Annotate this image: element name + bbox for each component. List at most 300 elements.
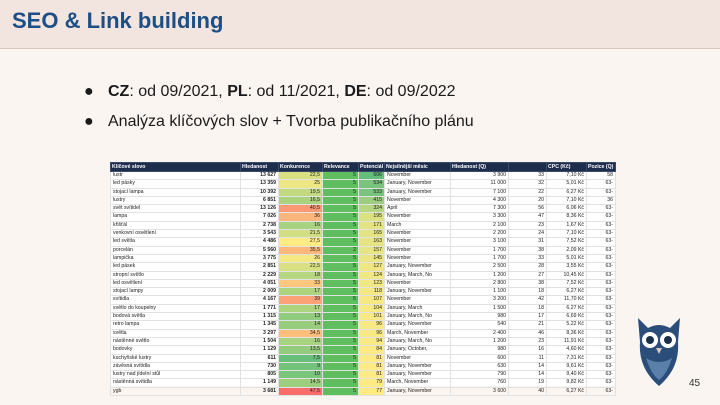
table-cell[interactable]: 6,06 Kč (547, 205, 587, 213)
table-cell[interactable]: 157 (359, 246, 385, 254)
table-cell[interactable]: 5 (323, 271, 359, 279)
table-row (111, 221, 616, 229)
table-row (111, 329, 616, 337)
table-cell[interactable]: 7 100 (451, 188, 509, 196)
table-cell[interactable]: 5 (323, 221, 359, 229)
table-cell[interactable]: 79 (359, 379, 385, 387)
table-cell[interactable]: 7 026 (241, 213, 279, 221)
table-cell[interactable]: křišťál (111, 221, 241, 229)
table-cell[interactable]: November (385, 296, 451, 304)
table-row (111, 288, 616, 296)
table-cell[interactable]: světla (111, 329, 241, 337)
table-cell[interactable]: 23 (509, 337, 547, 345)
table-cell[interactable]: lampa (111, 213, 241, 221)
table-cell[interactable]: 16 (509, 346, 547, 354)
table-cell[interactable]: 36 (279, 213, 323, 221)
table-cell[interactable]: 4 051 (241, 279, 279, 287)
table-cell[interactable]: January, November (385, 180, 451, 188)
table-cell[interactable]: 19,5 (279, 188, 323, 196)
table-cell[interactable]: 38 (509, 279, 547, 287)
table-cell[interactable]: 1 500 (451, 304, 509, 312)
table-cell[interactable]: lustr (111, 172, 241, 180)
table-cell[interactable]: 63- (587, 221, 616, 229)
table-cell[interactable]: 81 (359, 354, 385, 362)
table-cell[interactable]: 1 504 (241, 337, 279, 345)
table-cell[interactable]: 14 (509, 362, 547, 370)
table-cell[interactable]: 324 (359, 205, 385, 213)
table-cell[interactable]: 24 (509, 230, 547, 238)
table-cell[interactable]: March, November (385, 329, 451, 337)
table-cell[interactable]: 5 (323, 362, 359, 370)
table-cell[interactable]: 165 (359, 230, 385, 238)
table-cell[interactable]: stojací lampy (111, 288, 241, 296)
table-cell[interactable]: 107 (359, 296, 385, 304)
table-cell[interactable]: 96 (359, 321, 385, 329)
keyword-spreadsheet (110, 162, 615, 394)
table-cell[interactable]: 5 (323, 230, 359, 238)
table-cell[interactable]: November (385, 254, 451, 262)
table-cell[interactable]: 4 486 (241, 238, 279, 246)
table-cell[interactable]: 7,52 Kč (547, 238, 587, 246)
table-cell[interactable]: 63- (587, 263, 616, 271)
table-cell[interactable]: 9,40 Kč (547, 371, 587, 379)
table-cell[interactable]: 3 775 (241, 254, 279, 262)
keyword-table (110, 162, 616, 396)
bullet-text: PL (227, 83, 248, 100)
column-header[interactable] (509, 163, 547, 172)
table-cell[interactable]: 6,27 Kč (547, 288, 587, 296)
table-cell[interactable]: 7,10 Kč (547, 230, 587, 238)
table-cell[interactable]: stojací lampa (111, 188, 241, 196)
table-cell[interactable]: 11 000 (451, 180, 509, 188)
table-cell[interactable]: 534 (359, 180, 385, 188)
table-cell[interactable]: 13 126 (241, 205, 279, 213)
table-cell[interactable]: November (385, 238, 451, 246)
table-cell[interactable]: 2 500 (451, 263, 509, 271)
table-cell[interactable]: 17 (279, 304, 323, 312)
table-cell[interactable]: 3 543 (241, 230, 279, 238)
column-header[interactable]: Hledanost (241, 163, 279, 172)
table-cell[interactable]: 19 (509, 379, 547, 387)
table-cell[interactable]: 5 (323, 337, 359, 345)
table-cell[interactable]: lampička (111, 254, 241, 262)
table-cell[interactable]: 5 (323, 205, 359, 213)
table-cell[interactable]: 5 (323, 172, 359, 180)
table-cell[interactable]: 540 (451, 321, 509, 329)
table-cell[interactable]: 606 (359, 172, 385, 180)
table-cell[interactable]: led osvětlení (111, 279, 241, 287)
table-cell[interactable]: 7,10 Kč (547, 172, 587, 180)
table-cell[interactable]: 3 600 (451, 387, 509, 395)
column-header[interactable]: CPC (Kč) (547, 163, 587, 172)
table-cell[interactable]: January, November (385, 362, 451, 370)
table-cell[interactable]: 5 (323, 180, 359, 188)
table-row (111, 213, 616, 221)
table-cell[interactable]: 18 (509, 288, 547, 296)
table-cell[interactable]: 39 (279, 296, 323, 304)
bullet-text: Analýza klíčových slov + Tvorba publikačního plánu (108, 113, 474, 130)
table-cell[interactable]: stropní světlo (111, 271, 241, 279)
table-cell[interactable]: 10 392 (241, 188, 279, 196)
table-cell[interactable]: 1 129 (241, 346, 279, 354)
table-cell[interactable]: 32 (509, 180, 547, 188)
table-cell[interactable]: 1 200 (451, 271, 509, 279)
table-cell[interactable]: 63- (587, 371, 616, 379)
table-cell[interactable]: 5 (323, 196, 359, 204)
table-cell[interactable]: 3 297 (241, 329, 279, 337)
table-cell[interactable]: svět svítidel (111, 205, 241, 213)
table-cell[interactable]: 58 (587, 172, 616, 180)
table-cell[interactable]: January, November (385, 288, 451, 296)
table-cell[interactable]: 16 (279, 221, 323, 229)
page-number: 45 (689, 378, 701, 389)
table-cell[interactable]: 11,91 Kč (547, 337, 587, 345)
table-cell[interactable]: 5 (323, 188, 359, 196)
table-cell[interactable]: 27,5 (279, 238, 323, 246)
table-cell[interactable]: November (385, 230, 451, 238)
table-cell[interactable]: November (385, 279, 451, 287)
table-cell[interactable]: 2 400 (451, 329, 509, 337)
table-cell[interactable]: 195 (359, 213, 385, 221)
table-cell[interactable]: 63- (587, 246, 616, 254)
table-cell[interactable]: 40,5 (279, 205, 323, 213)
table-cell[interactable]: 760 (451, 379, 509, 387)
table-cell[interactable]: 25 (279, 180, 323, 188)
table-cell[interactable]: 124 (359, 271, 385, 279)
table-cell[interactable]: November (385, 246, 451, 254)
table-cell[interactable]: 5 (323, 321, 359, 329)
table-cell[interactable]: January, November (385, 188, 451, 196)
table-cell[interactable]: nástěnné světlo (111, 337, 241, 345)
table-cell[interactable]: 17 (279, 288, 323, 296)
table-cell[interactable]: 33 (279, 279, 323, 287)
table-cell[interactable]: 6,27 Kč (547, 188, 587, 196)
table-cell[interactable]: nástěnná svítidla (111, 379, 241, 387)
table-cell[interactable]: retro lampa (111, 321, 241, 329)
table-cell[interactable]: January, March, No (385, 313, 451, 321)
table-cell[interactable]: 611 (241, 354, 279, 362)
table-cell[interactable]: 26 (279, 254, 323, 262)
table-cell[interactable]: 2 009 (241, 288, 279, 296)
table-cell[interactable]: 14 (509, 371, 547, 379)
table-cell[interactable]: 2 800 (451, 279, 509, 287)
table-cell[interactable]: 33 (509, 172, 547, 180)
table-cell[interactable]: January, November (385, 321, 451, 329)
table-cell[interactable]: 5 (323, 346, 359, 354)
table-cell[interactable]: 47 (509, 213, 547, 221)
table-cell[interactable]: 5 (323, 254, 359, 262)
table-cell[interactable]: 5 (323, 304, 359, 312)
table-cell[interactable]: 21,5 (279, 230, 323, 238)
table-cell[interactable]: 63- (587, 213, 616, 221)
table-cell[interactable]: 1 100 (451, 288, 509, 296)
slide-title: SEO & Link building (12, 8, 224, 33)
table-cell[interactable]: 14,5 (279, 379, 323, 387)
table-cell[interactable]: 34,5 (279, 329, 323, 337)
table-cell[interactable]: 81 (359, 371, 385, 379)
table-cell[interactable]: 1,67 Kč (547, 221, 587, 229)
table-cell[interactable]: 63- (587, 238, 616, 246)
table-cell[interactable]: 63- (587, 180, 616, 188)
table-cell[interactable]: 118 (359, 288, 385, 296)
table-cell[interactable]: 33 (509, 254, 547, 262)
table-row (111, 371, 616, 379)
table-cell[interactable]: 123 (359, 279, 385, 287)
table-cell[interactable]: 6,27 Kč (547, 304, 587, 312)
table-cell[interactable]: 5 (323, 371, 359, 379)
table-cell[interactable]: 11,70 Kč (547, 296, 587, 304)
table-cell[interactable]: 5 (323, 288, 359, 296)
column-header[interactable]: Pozice (Q) (587, 163, 616, 172)
table-cell[interactable]: 2 200 (451, 230, 509, 238)
table-cell[interactable]: 56 (509, 205, 547, 213)
table-cell[interactable]: 10 (279, 371, 323, 379)
table-cell[interactable]: 63- (587, 296, 616, 304)
table-cell[interactable]: April (385, 205, 451, 213)
table-row (111, 263, 616, 271)
table-cell[interactable]: 5 (323, 379, 359, 387)
table-cell[interactable]: 600 (451, 354, 509, 362)
table-cell[interactable]: 63- (587, 337, 616, 345)
owl-logo-icon (634, 312, 684, 390)
table-cell[interactable]: lustry (111, 196, 241, 204)
table-cell[interactable]: 20 (509, 196, 547, 204)
table-cell[interactable]: 11 (509, 354, 547, 362)
table-cell[interactable]: 4 300 (451, 196, 509, 204)
table-cell[interactable]: 730 (241, 362, 279, 370)
table-cell[interactable]: 7,5 (279, 354, 323, 362)
table-cell[interactable]: led pásky (111, 180, 241, 188)
table-cell[interactable]: 3 100 (451, 238, 509, 246)
table-cell[interactable]: 36 (587, 196, 616, 204)
table-cell[interactable]: 18 (279, 271, 323, 279)
table-cell[interactable]: 96 (359, 329, 385, 337)
table-row (111, 387, 616, 395)
table-cell[interactable]: 63- (587, 304, 616, 312)
table-cell[interactable]: January, November (385, 263, 451, 271)
table-cell[interactable]: 16,5 (279, 196, 323, 204)
table-cell[interactable]: 14 (279, 321, 323, 329)
table-cell[interactable]: 17 (509, 313, 547, 321)
table-cell[interactable]: 8,36 Kč (547, 213, 587, 221)
table-cell[interactable]: 805 (241, 371, 279, 379)
table-cell[interactable]: 6,27 Kč (547, 387, 587, 395)
table-cell[interactable]: 8,36 Kč (547, 329, 587, 337)
table-cell[interactable]: 9,61 Kč (547, 362, 587, 370)
table-cell[interactable]: 10,45 Kč (547, 271, 587, 279)
table-cell[interactable]: bodovky (111, 346, 241, 354)
table-cell[interactable]: 63- (587, 379, 616, 387)
column-header[interactable]: Relevance (323, 163, 359, 172)
table-cell[interactable]: 1 149 (241, 379, 279, 387)
table-cell[interactable]: 13 (279, 313, 323, 321)
table-cell[interactable]: 790 (451, 371, 509, 379)
table-cell[interactable]: 163 (359, 238, 385, 246)
table-cell[interactable]: 63- (587, 321, 616, 329)
table-cell[interactable]: 630 (451, 362, 509, 370)
table-cell[interactable]: March (385, 221, 451, 229)
table-cell[interactable]: 1 771 (241, 304, 279, 312)
table-cell[interactable]: 3 900 (451, 172, 509, 180)
table-cell[interactable]: 980 (451, 313, 509, 321)
column-header[interactable]: Konkurence (279, 163, 323, 172)
table-cell[interactable]: 81 (359, 362, 385, 370)
table-cell[interactable]: 5 (323, 296, 359, 304)
table-cell[interactable]: 63- (587, 313, 616, 321)
table-cell[interactable]: 4,60 Kč (547, 346, 587, 354)
table-cell[interactable]: January, March, No (385, 337, 451, 345)
table-cell[interactable]: November (385, 172, 451, 180)
table-cell[interactable]: 5 (323, 354, 359, 362)
table-cell[interactable]: January, March (385, 304, 451, 312)
table-cell[interactable]: 104 (359, 304, 385, 312)
bullet-list (84, 82, 474, 142)
table-cell[interactable]: 21 (509, 321, 547, 329)
table-cell[interactable]: 1 200 (451, 337, 509, 345)
table-cell[interactable]: 2 229 (241, 271, 279, 279)
table-cell[interactable]: 63- (587, 271, 616, 279)
table-cell[interactable]: November (385, 354, 451, 362)
column-header[interactable]: Klíčové slovo (111, 163, 241, 172)
table-cell[interactable]: led světla (111, 238, 241, 246)
table-cell[interactable]: November (385, 196, 451, 204)
table-cell[interactable]: 4 167 (241, 296, 279, 304)
table-cell[interactable]: venkovní osvětlení (111, 230, 241, 238)
table-cell[interactable]: 415 (359, 196, 385, 204)
table-cell[interactable]: 94 (359, 337, 385, 345)
table-cell[interactable]: 22 (509, 188, 547, 196)
table-cell[interactable]: 63- (587, 288, 616, 296)
table-cell[interactable]: 5,01 Kč (547, 254, 587, 262)
table-cell[interactable]: svítidla (111, 296, 241, 304)
table-cell[interactable]: 5 560 (241, 246, 279, 254)
table-cell[interactable]: 63- (587, 387, 616, 395)
table-cell[interactable]: 2 (323, 246, 359, 254)
table-cell[interactable]: 980 (451, 346, 509, 354)
table-cell[interactable]: 7,31 Kč (547, 354, 587, 362)
table-cell[interactable]: 3 681 (241, 387, 279, 395)
table-cell[interactable]: 13 359 (241, 180, 279, 188)
table-cell[interactable]: 5 (323, 238, 359, 246)
table-cell[interactable]: 6,69 Kč (547, 313, 587, 321)
table-cell[interactable]: 5 (323, 313, 359, 321)
table-cell[interactable]: 5 (323, 213, 359, 221)
table-cell[interactable]: 3 300 (451, 213, 509, 221)
table-cell[interactable]: 7 300 (451, 205, 509, 213)
table-cell[interactable]: January, November (385, 387, 451, 395)
table-cell[interactable]: 3 200 (451, 296, 509, 304)
table-cell[interactable]: ygb (111, 387, 241, 395)
table-cell[interactable]: 63- (587, 188, 616, 196)
table-cell[interactable]: 23 (509, 221, 547, 229)
table-row (111, 180, 616, 188)
table-cell[interactable]: 1 700 (451, 246, 509, 254)
table-cell[interactable]: 1 315 (241, 313, 279, 321)
table-cell[interactable]: bodová světla (111, 313, 241, 321)
table-cell[interactable]: 16 (279, 337, 323, 345)
table-cell[interactable]: 5,22 Kč (547, 321, 587, 329)
table-cell[interactable]: porcelán (111, 246, 241, 254)
table-row (111, 246, 616, 254)
table-cell[interactable]: 42 (509, 296, 547, 304)
table-cell[interactable]: kuchyňské lustry (111, 354, 241, 362)
table-cell[interactable]: 27 (509, 271, 547, 279)
table-cell[interactable]: 13 627 (241, 172, 279, 180)
table-cell[interactable]: January, November (385, 371, 451, 379)
table-cell[interactable]: 6 851 (241, 196, 279, 204)
bullet-text: DE (344, 83, 367, 100)
table-cell[interactable]: 84 (359, 346, 385, 354)
table-cell[interactable]: 1 345 (241, 321, 279, 329)
table-cell[interactable]: 5 (323, 387, 359, 395)
table-cell[interactable]: 46 (509, 329, 547, 337)
table-cell[interactable]: January, March, No (385, 271, 451, 279)
table-cell[interactable]: January, October, (385, 346, 451, 354)
table-cell[interactable]: 18 (509, 304, 547, 312)
table-cell[interactable]: 2 100 (451, 221, 509, 229)
table-cell[interactable]: 77 (359, 387, 385, 395)
table-cell[interactable]: 2,09 Kč (547, 246, 587, 254)
table-cell[interactable]: November (385, 213, 451, 221)
table-cell[interactable]: světlo do koupelny (111, 304, 241, 312)
table-cell[interactable]: led pásek (111, 263, 241, 271)
table-cell[interactable]: 101 (359, 313, 385, 321)
table-cell[interactable]: 9,82 Kč (547, 379, 587, 387)
table-cell[interactable]: 63- (587, 230, 616, 238)
column-header[interactable]: Nejsilnější měsíc (385, 163, 451, 172)
table-cell[interactable]: 5 (323, 329, 359, 337)
table-cell[interactable]: 171 (359, 221, 385, 229)
table-cell[interactable]: 22,5 (279, 172, 323, 180)
table-cell[interactable]: 1 700 (451, 254, 509, 262)
table-cell[interactable]: 5 (323, 263, 359, 271)
table-cell[interactable]: March, November (385, 379, 451, 387)
table-cell[interactable]: 28 (509, 263, 547, 271)
table-cell[interactable]: lustry nad jídelní stůl (111, 371, 241, 379)
table-cell[interactable]: 22,5 (279, 263, 323, 271)
table-cell[interactable]: 38 (509, 246, 547, 254)
column-header[interactable]: Potenciál (360, 164, 384, 170)
column-header[interactable]: Hledanost (Q) (451, 163, 509, 172)
table-cell[interactable]: 35,5 (279, 246, 323, 254)
table-cell[interactable]: 5 (323, 279, 359, 287)
table-cell[interactable]: 31 (509, 238, 547, 246)
table-cell[interactable]: 127 (359, 263, 385, 271)
bullet-dot-icon: ● (84, 83, 94, 100)
table-cell[interactable]: závěsná svítidla (111, 362, 241, 370)
table-cell[interactable]: 63- (587, 279, 616, 287)
table-cell[interactable]: 7,10 Kč (547, 196, 587, 204)
table-cell[interactable]: 63- (587, 254, 616, 262)
table-cell[interactable]: 63- (587, 362, 616, 370)
table-cell[interactable]: 63- (587, 354, 616, 362)
table-cell[interactable]: 13,5 (279, 346, 323, 354)
table-cell[interactable]: 9 (279, 362, 323, 370)
table-cell[interactable]: 2 851 (241, 263, 279, 271)
table-cell[interactable]: 40 (509, 387, 547, 395)
table-cell[interactable]: 2 738 (241, 221, 279, 229)
table-cell[interactable]: 533 (359, 188, 385, 196)
table-cell[interactable]: 47,5 (279, 387, 323, 395)
table-cell[interactable]: 3,55 Kč (547, 263, 587, 271)
table-row (111, 313, 616, 321)
table-cell[interactable]: 5,01 Kč (547, 180, 587, 188)
table-cell[interactable]: 63- (587, 346, 616, 354)
table-cell[interactable]: 63- (587, 205, 616, 213)
table-cell[interactable]: 63- (587, 329, 616, 337)
table-cell[interactable]: 7,52 Kč (547, 279, 587, 287)
table-cell[interactable]: 145 (359, 254, 385, 262)
